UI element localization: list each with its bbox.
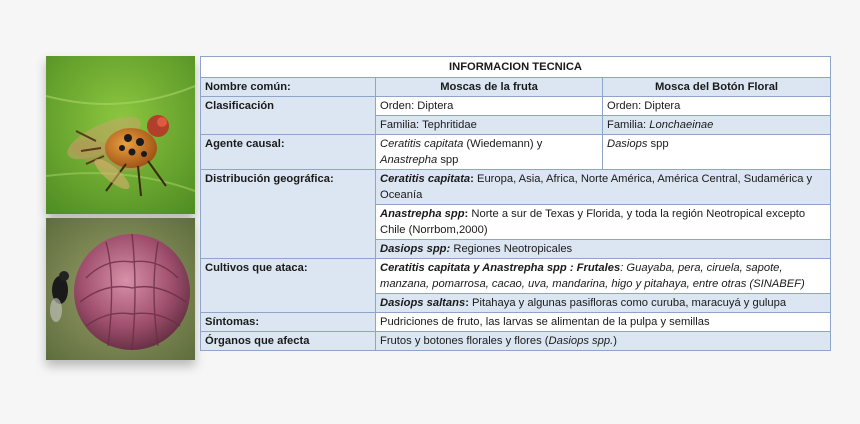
affected-organs-label: Órganos que afecta bbox=[201, 332, 376, 351]
family-fruit-flies: Familia: Tephritidae bbox=[376, 116, 603, 135]
distribution-ceratitis: Ceratitis capitata: Europa, Asia, Africa, Norte América, América Central, Sudamérica y Oceanía bbox=[376, 170, 831, 205]
crops-fruit-flies: Ceratitis capitata y Anastrepha spp : Frutales: Guayaba, pera, ciruela, sapote, manzana, pomarrosa, cacao, uva, mandarina, higo y pitahaya, entre otras (SINABEF) bbox=[376, 259, 831, 294]
causal-agent-label: Agente causal: bbox=[201, 135, 376, 170]
column-header-fruit-flies: Moscas de la fruta bbox=[376, 78, 603, 97]
flower-bud-with-fly-photo bbox=[46, 218, 195, 360]
crops-dasiops: Dasiops saltans: Pitahaya y algunas pasifloras como curuba, maracuyá y gulupa bbox=[376, 294, 831, 313]
causal-agent-fruit-flies: Ceratitis capitata (Wiedemann) y Anastrepha spp bbox=[376, 135, 603, 170]
family-flower-bud-fly: Familia: Lonchaeinae bbox=[603, 116, 831, 135]
common-name-label: Nombre común: bbox=[201, 78, 376, 97]
distribution-anastrepha: Anastrepha spp: Norte a sur de Texas y Florida, y toda la región Neotropical excepto Chile (Norrbom,2000) bbox=[376, 205, 831, 240]
fruit-fly-photo bbox=[46, 56, 195, 214]
order-flower-bud-fly: Orden: Diptera bbox=[603, 97, 831, 116]
technical-info-table bbox=[200, 56, 831, 351]
table-title: INFORMACION TECNICA bbox=[201, 57, 831, 78]
symptoms-text: Pudriciones de fruto, las larvas se alimentan de la pulpa y semillas bbox=[376, 313, 831, 332]
distribution-label: Distribución geográfica: bbox=[201, 170, 376, 259]
order-fruit-flies: Orden: Diptera bbox=[376, 97, 603, 116]
symptoms-label: Síntomas: bbox=[201, 313, 376, 332]
distribution-dasiops: Dasiops spp: Regiones Neotropicales bbox=[376, 240, 831, 259]
column-header-flower-bud-fly: Mosca del Botón Floral bbox=[603, 78, 831, 97]
affected-organs-text: Frutos y botones florales y flores (Dasiops spp.) bbox=[376, 332, 831, 351]
crops-label: Cultivos que ataca: bbox=[201, 259, 376, 313]
causal-agent-flower-bud-fly: Dasiops spp bbox=[603, 135, 831, 170]
classification-label: Clasificación bbox=[201, 97, 376, 135]
